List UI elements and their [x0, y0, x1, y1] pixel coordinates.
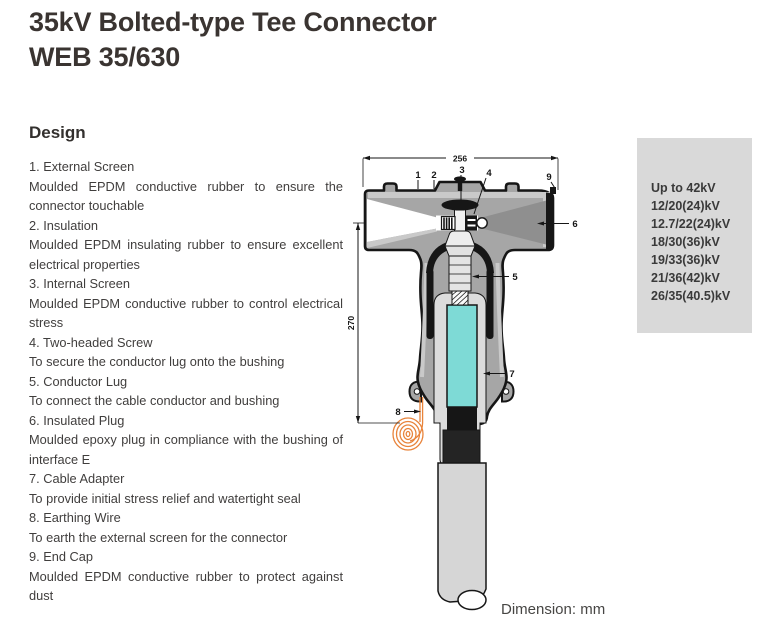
design-item-label: 6. Insulated Plug: [29, 412, 125, 428]
internal-screen-cover: [442, 200, 479, 211]
voltage-rating: 19/33(36)kV: [651, 253, 720, 267]
design-item: [29, 508, 343, 547]
design-item-label: 7. Cable Adapter: [29, 471, 125, 486]
callout-8: 8: [395, 407, 401, 418]
top-insulation-layer: [368, 192, 551, 198]
page-title-line2: WEB 35/630: [29, 42, 181, 72]
voltage-rating: 26/35(40.5)kV: [651, 289, 731, 303]
design-item-description: Moulded EPDM conductive rubber to control electrical stress: [29, 295, 343, 330]
voltage-rating: 18/30(36)kV: [651, 235, 720, 249]
end-cap: [546, 193, 553, 251]
callout-4: 4: [486, 168, 492, 179]
callout-7: 7: [509, 369, 515, 380]
design-item: [29, 547, 343, 606]
callout-6: 6: [572, 219, 578, 230]
cable-outer-screen: [443, 430, 480, 463]
cable-insulation: [447, 305, 477, 407]
design-item: [29, 333, 343, 372]
cable-semicon-screen: [447, 407, 477, 430]
design-item: [29, 469, 343, 508]
voltage-ratings-box: [637, 138, 752, 333]
design-item-label: 8. Earthing Wire: [29, 510, 121, 525]
height-dimension: [353, 223, 400, 423]
voltage-rating: 12.7/22(24)kV: [651, 217, 731, 231]
design-item-description: To earth the external screen for the connector: [29, 529, 288, 545]
design-item-label: 2. Insulation: [29, 217, 99, 233]
design-item: [29, 157, 343, 216]
design-item-description: To provide initial stress relief and watertight seal: [29, 490, 301, 506]
cable-break-ellipse: [458, 591, 486, 610]
design-item: [29, 274, 343, 333]
tee-connector-diagram: [340, 145, 630, 625]
page-title-line1: 35kV Bolted-type Tee Connector: [29, 7, 437, 37]
cable: [438, 463, 486, 602]
design-item-description: To secure the conductor lug onto the bushing: [29, 354, 285, 369]
design-item: [29, 411, 343, 470]
callout-1: 1: [415, 170, 421, 181]
design-item: [29, 372, 343, 411]
earthing-wire-coil: [393, 397, 423, 450]
design-item-description: To connect the cable conductor and bushing: [29, 393, 280, 408]
callout-9: 9: [546, 172, 552, 183]
design-item-label: 1. External Screen: [29, 159, 135, 174]
voltage-rating: 21/36(42)kV: [651, 271, 720, 285]
design-parts-list: [29, 157, 343, 606]
dimension-note: Dimension: mm: [501, 601, 606, 618]
design-item-description: Moulded EPDM conductive rubber to ensure the connector touchable: [29, 178, 343, 213]
design-item: [29, 216, 343, 275]
top-pin-cap: [454, 176, 466, 181]
design-item-label: 3. Internal Screen: [29, 276, 131, 291]
design-item-description: Moulded EPDM conductive rubber to protect against dust: [29, 568, 343, 603]
design-item-label: 5. Conductor Lug: [29, 373, 128, 389]
conductor-lug: [445, 231, 475, 291]
voltage-rating: 12/20(24)kV: [651, 199, 720, 213]
callout-2: 2: [431, 170, 437, 181]
design-item-label: 4. Two-headed Screw: [29, 334, 153, 350]
design-item-label: 9. End Cap: [29, 549, 94, 564]
design-section-heading: Design: [29, 123, 86, 142]
voltage-rating: Up to 42kV: [651, 181, 716, 195]
width-dimension-label: 256: [452, 153, 468, 164]
design-item-description: Moulded epoxy plug in compliance with the bushing of interface E: [29, 432, 343, 467]
callout-3: 3: [459, 165, 465, 176]
height-dimension-label: 270: [346, 315, 356, 331]
callout-5: 5: [512, 272, 518, 283]
conductor-strands: [452, 291, 468, 305]
tee-connector-cross-section: [340, 145, 630, 625]
page-title: [29, 5, 437, 75]
design-item-description: Moulded EPDM insulating rubber to ensure excellent electrical properties: [29, 237, 343, 272]
